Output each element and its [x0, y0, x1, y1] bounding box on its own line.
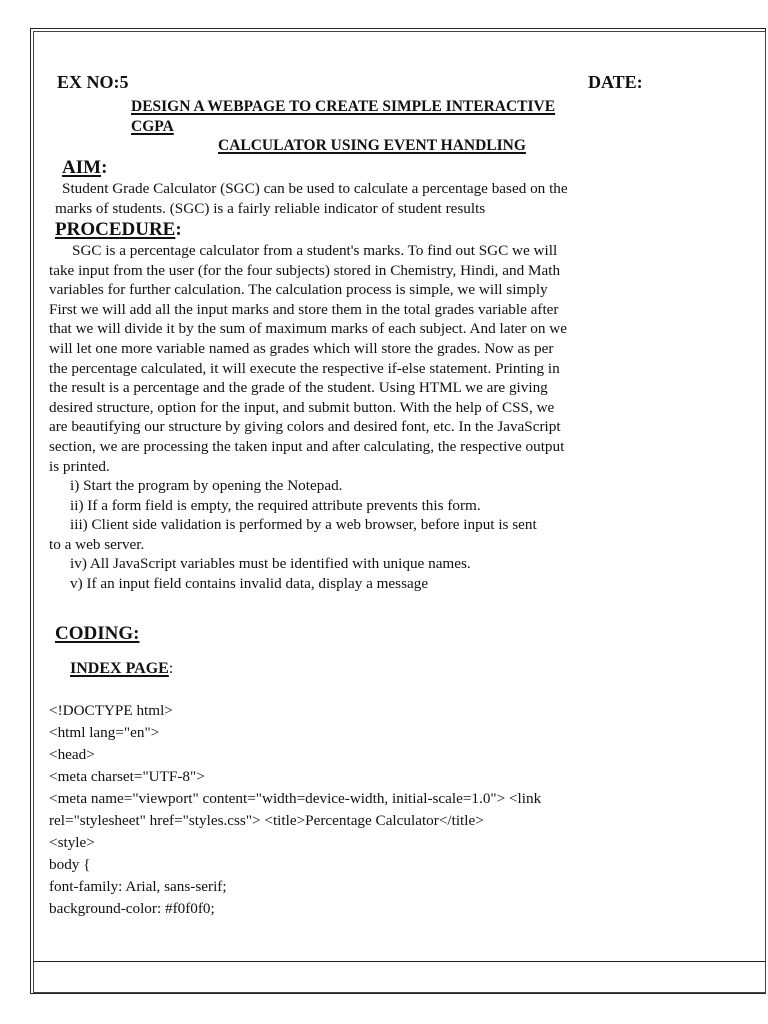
procedure-step: iii) Client side validation is performed by a web browser, before input is sent — [70, 516, 537, 534]
procedure-line: SGC is a percentage calculator from a student's marks. To find out SGC we will — [72, 242, 558, 259]
aim-heading-text: AIM — [62, 157, 102, 178]
procedure-line: section, we are processing the taken input and after calculating, the respective output — [49, 437, 565, 455]
footer-divider — [33, 961, 766, 962]
code-line: <style> — [49, 834, 95, 851]
procedure-heading-colon: : — [175, 219, 182, 240]
code-line: <meta charset="UTF-8"> — [49, 768, 205, 785]
index-page-heading — [70, 660, 173, 678]
procedure-line: First we will add all the input marks and store them in the total grades variable after — [49, 300, 559, 318]
index-page-heading-text: INDEX PAGE — [70, 660, 169, 677]
procedure-line: will let one more variable named as grades which will store the grades. Now as per — [49, 339, 554, 357]
aim-line: Student Grade Calculator (SGC) can be used to calculate a percentage based on the — [62, 180, 568, 197]
code-line: font-family: Arial, sans-serif; — [49, 878, 227, 895]
procedure-step: ii) If a form field is empty, the required attribute prevents this form. — [70, 496, 481, 514]
code-line: <head> — [49, 746, 95, 763]
procedure-line: desired structure, option for the input, and submit button. With the help of CSS, we — [49, 398, 555, 416]
procedure-heading-text: PROCEDURE — [55, 219, 176, 240]
procedure-line: that we will divide it by the sum of maximum marks of each subject. And later on we — [49, 320, 567, 338]
code-listing — [49, 700, 541, 920]
title-line-2: CGPA — [131, 118, 174, 135]
date-label: DATE: — [588, 72, 643, 92]
procedure-heading — [55, 219, 182, 241]
code-line: rel="stylesheet" href="styles.css"> <title>Percentage Calculator</title> — [49, 812, 484, 829]
aim-heading — [62, 157, 107, 179]
procedure-line: the percentage calculated, it will execute the respective if-else statement. Printing in — [49, 359, 560, 377]
procedure-step: to a web server. — [49, 535, 145, 553]
code-line: <meta name="viewport" content="width=device-width, initial-scale=1.0"> <link — [49, 790, 542, 807]
coding-heading: CODING: — [55, 623, 140, 644]
code-line: background-color: #f0f0f0; — [49, 900, 215, 917]
procedure-step: i) Start the program by opening the Notepad. — [70, 477, 343, 494]
procedure-line: is printed. — [49, 457, 110, 475]
title-line-1: DESIGN A WEBPAGE TO CREATE SIMPLE INTERACTIVE — [131, 98, 556, 115]
index-page-heading-colon: : — [168, 660, 174, 677]
procedure-steps — [49, 476, 537, 594]
procedure-body — [49, 241, 567, 476]
procedure-line: variables for further calculation. The calculation process is simple, we will simply — [49, 281, 548, 299]
title-line-3: CALCULATOR USING EVENT HANDLING — [218, 137, 526, 154]
procedure-step: v) If an input field contains invalid data, display a message — [70, 574, 429, 592]
exercise-number: EX NO:5 — [57, 72, 129, 92]
procedure-line: the result is a percentage and the grade of the student. Using HTML we are giving — [49, 379, 548, 397]
procedure-step: iv) All JavaScript variables must be identified with unique names. — [70, 555, 471, 573]
procedure-line: are beautifying our structure by giving colors and desired font, etc. In the JavaScript — [49, 418, 561, 436]
aim-line: marks of students. (SGC) is a fairly reliable indicator of student results — [55, 199, 486, 217]
procedure-line: take input from the user (for the four subjects) stored in Chemistry, Hindi, and Math — [49, 261, 561, 279]
code-line: body { — [49, 856, 91, 873]
code-line: <!DOCTYPE html> — [49, 702, 173, 719]
aim-heading-colon: : — [101, 157, 108, 178]
code-line: <html lang="en"> — [49, 724, 160, 741]
aim-body — [55, 179, 568, 218]
